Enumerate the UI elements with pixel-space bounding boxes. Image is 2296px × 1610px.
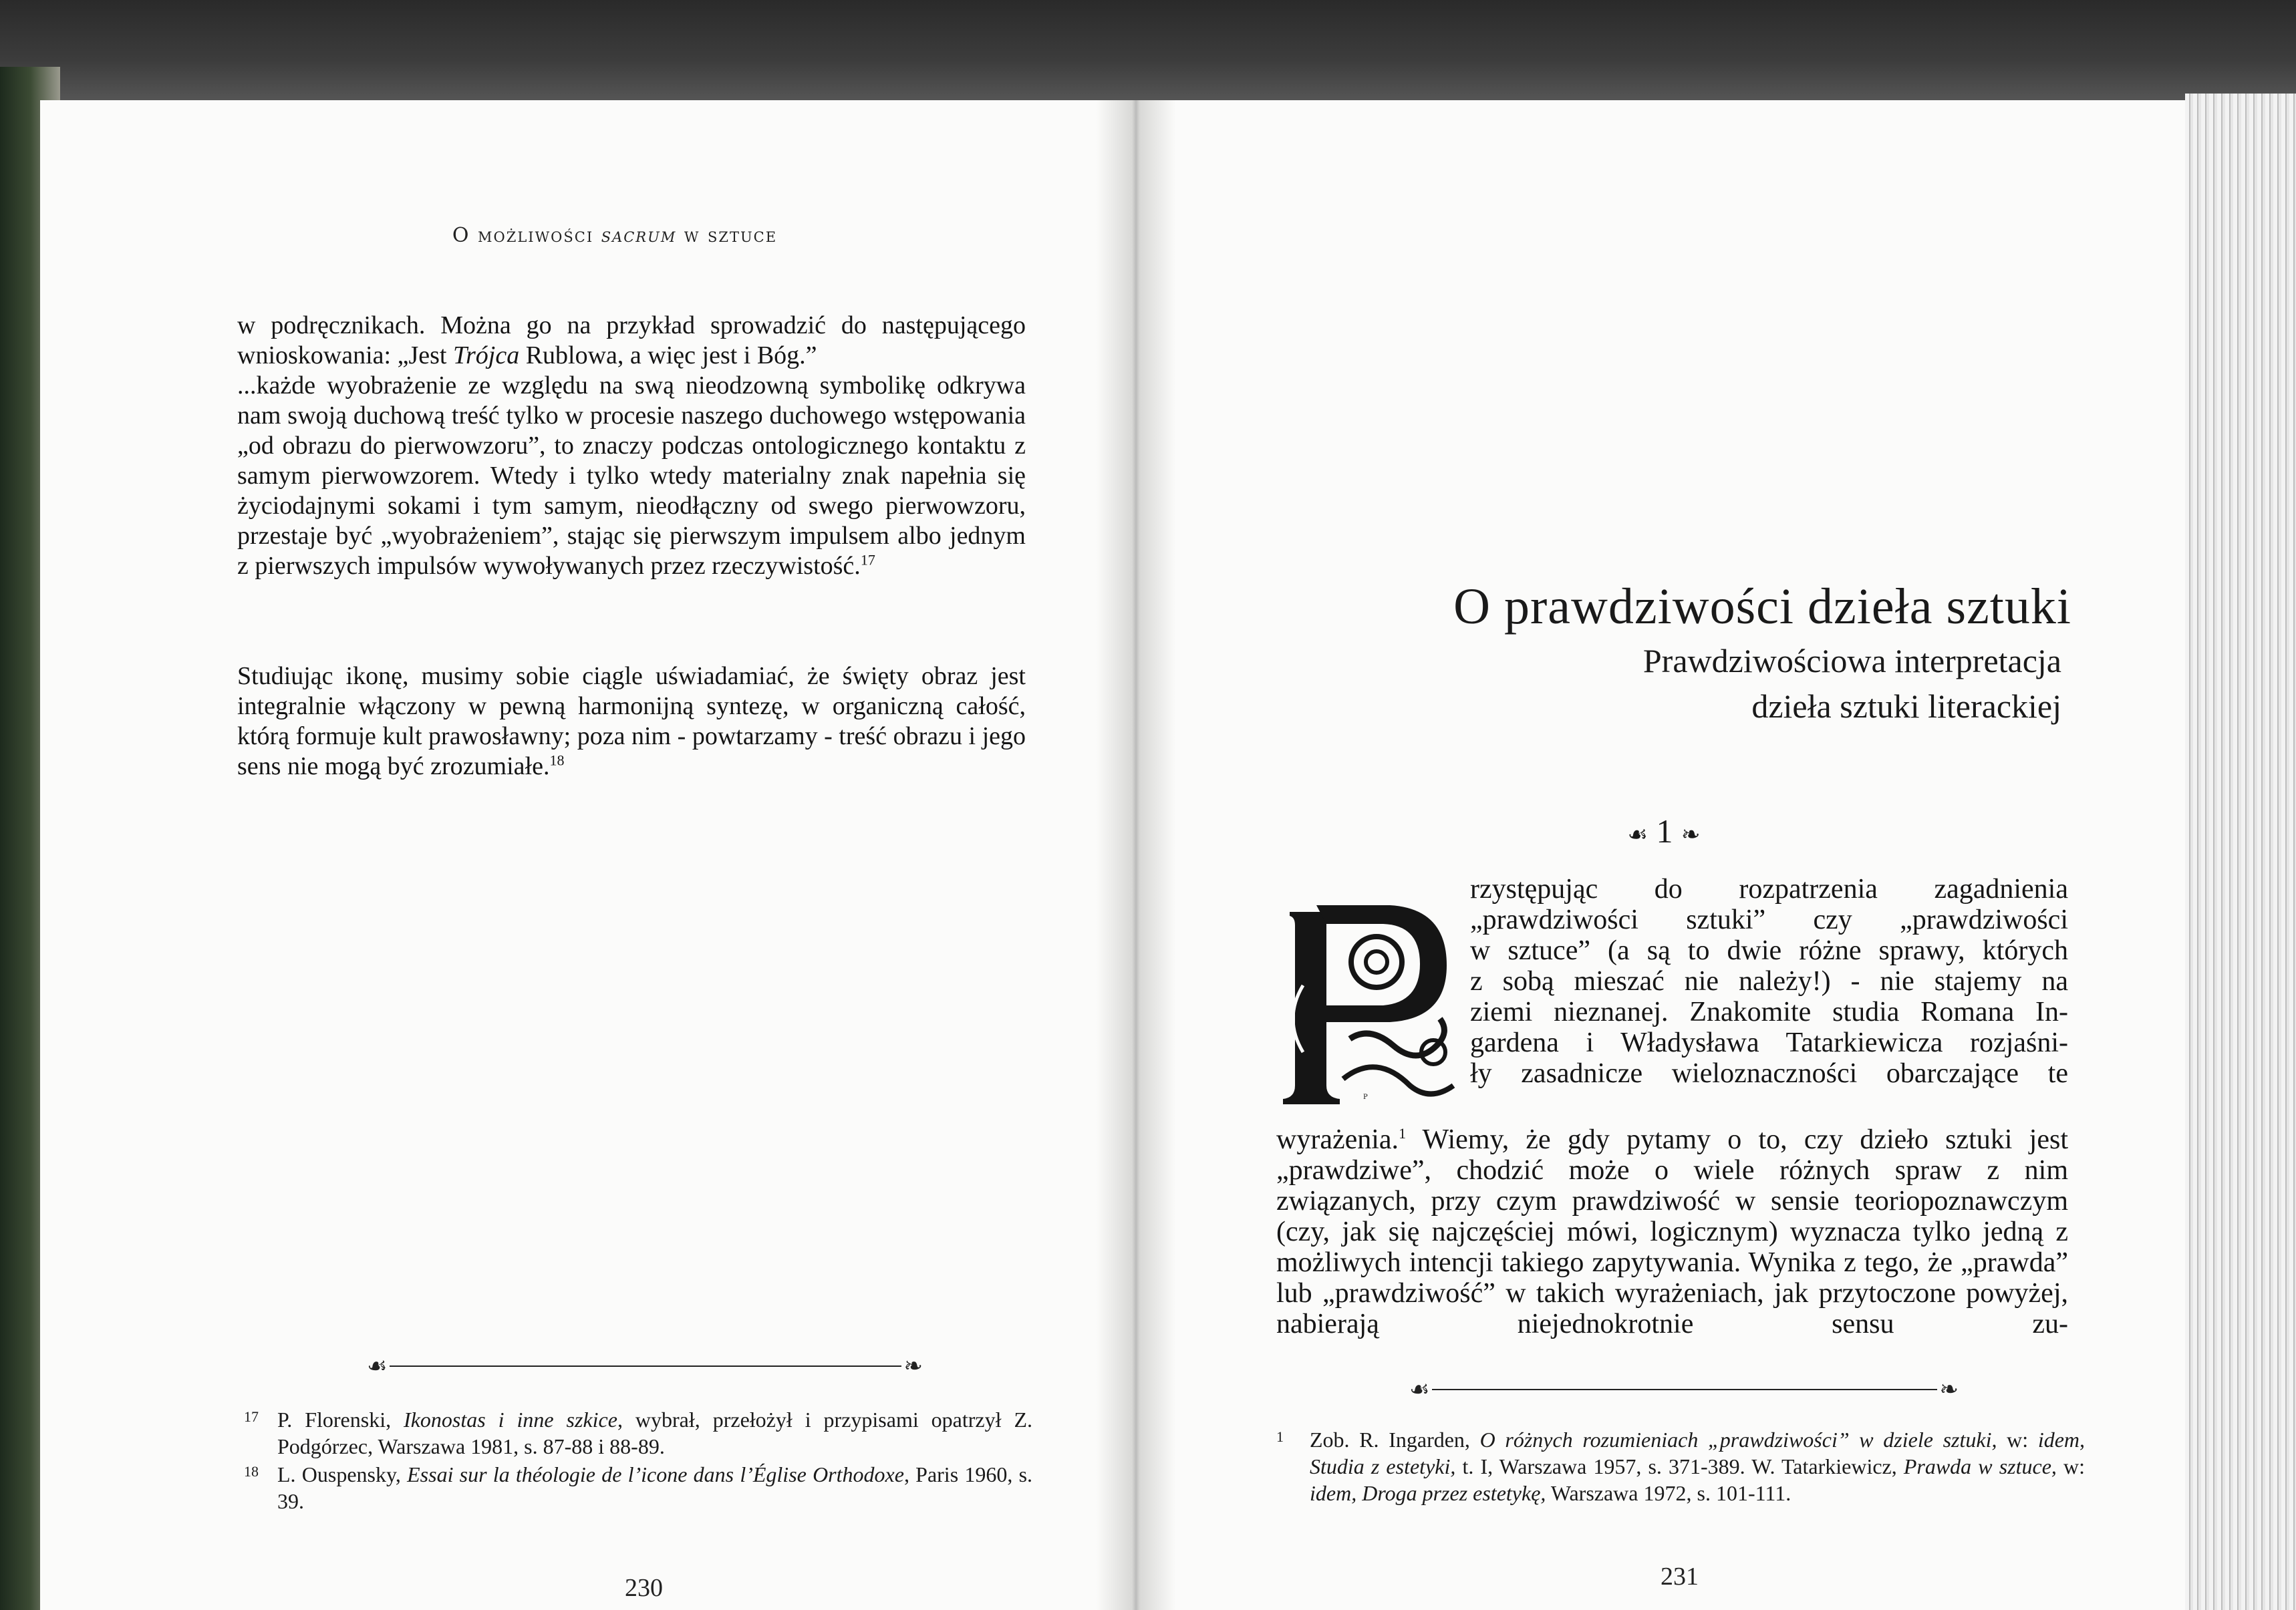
- left-footnotes: [244, 1406, 1032, 1516]
- paragraph-text: [237, 661, 1026, 782]
- italic-title: Ikonostas i inne szkice: [404, 1408, 617, 1432]
- italic-title: idem, Studia z estetyki,: [1310, 1428, 2086, 1478]
- subtitle-line: Prawdziwościowa interpretacja: [1642, 642, 2061, 679]
- running-head: [234, 224, 996, 247]
- fleuron-left-icon: ☙: [1409, 1376, 1430, 1403]
- left-paragraph-2: [237, 661, 1026, 782]
- footnote: [244, 1406, 1032, 1460]
- text-line: rzystępując do rozpatrzenia zagadnienia: [1470, 874, 2068, 905]
- footnote-ref[interactable]: 1: [1399, 1125, 1407, 1142]
- italic-title: Prawda w sztuce,: [1903, 1454, 2057, 1478]
- footnote: [244, 1461, 1032, 1514]
- footnote: [1276, 1426, 2085, 1506]
- subtitle-line: dzieła sztuki literackiej: [1751, 687, 2061, 725]
- text-line: z sobą mieszać nie należy!) - nie stajemy na: [1470, 966, 2068, 997]
- section-number-value: 1: [1656, 812, 1673, 850]
- chapter-subtitle: [1370, 638, 2061, 729]
- paragraph-text: [1276, 1124, 2068, 1339]
- footnote-separator: [1407, 1376, 1961, 1403]
- text-run: wnioskowania: „Jest: [237, 341, 453, 369]
- text-line: gardena i Władysława Tatarkiewicza rozjaśni-: [1470, 1027, 2068, 1058]
- text-run: , Paris 1960, s. 39.: [277, 1462, 1033, 1513]
- running-head-part: w sztuce: [684, 224, 778, 247]
- text-run: P. Florenski,: [277, 1408, 404, 1432]
- fleuron-left-icon: ☙: [1627, 822, 1648, 848]
- dropcap-adjacent-lines: [1470, 874, 2068, 1089]
- running-head-part: O możliwości: [452, 224, 594, 247]
- page-number-right: 231: [1661, 1563, 1699, 1591]
- left-paragraph-1: [237, 311, 1026, 371]
- quotation-text: [237, 371, 1026, 581]
- footnote-separator: [364, 1353, 925, 1380]
- text-run: ...każde wyobrażenie ze względu na swą nieodzowną symbolikę odkrywa nam swoją duchową treść tylko w procesie naszego duchowego wstępowania „od obrazu do pierwowzoru”, to znaczy podczas ontologicznego kontaktu z samym pierwowzorem. Wtedy i tylko wtedy materialny znak napełnia się życiodajnymi sokami i tym samym, nieodłączny od swego pierwowzoru, przestaje być „wyobrażeniem”, stając się pierwszym impulsem albo jednym z pierwszych impulsów wywoływanych przez rzeczywistość.: [237, 371, 1026, 580]
- text-run: Zob. R. Ingarden,: [1310, 1428, 1480, 1452]
- paragraph-line: [237, 341, 1026, 371]
- fleuron-right-icon: ❧: [903, 1353, 923, 1380]
- italic-title: idem, Droga przez estetykę,: [1310, 1481, 1546, 1505]
- fleuron-right-icon: ❧: [1939, 1376, 1959, 1403]
- fleuron-right-icon: ❧: [1681, 822, 1701, 848]
- scanner-background-top: [0, 0, 2296, 100]
- section-number: [1597, 812, 1731, 850]
- text-run: wyrażenia.: [1276, 1124, 1399, 1155]
- text-line: w sztuce” (a są to dwie różne sprawy, których: [1470, 935, 2068, 966]
- text-run: t. I, Warszawa 1957, s. 371-389. W. Tatarkiewicz,: [1455, 1454, 1904, 1478]
- paragraph-line: w podręcznikach. Można go na przykład sprowadzić do następującego: [237, 311, 1026, 339]
- right-paragraph: [1276, 1124, 2068, 1339]
- text-run: L. Ouspensky,: [277, 1462, 408, 1486]
- text-line: „prawdziwości sztuki” czy „prawdziwości: [1470, 905, 2068, 935]
- italic-title: Trójca: [452, 341, 520, 369]
- footnote-number: 17: [244, 1408, 259, 1425]
- right-footnotes: [1276, 1426, 2085, 1508]
- italic-title: Essai sur la théologie de l’icone dans l’Église Orthodoxe: [407, 1462, 904, 1486]
- footnote-number: 1: [1276, 1428, 1284, 1445]
- footnote-number: 18: [244, 1463, 259, 1480]
- chapter-title: O prawdziwości dzieła sztuki: [1453, 579, 2071, 635]
- text-run: Warszawa 1972, s. 101-111.: [1546, 1481, 1791, 1505]
- decorated-initial-p-icon: [1276, 885, 1463, 1106]
- text-run: w:: [1997, 1428, 2038, 1452]
- text-run: Wiemy, że gdy pytamy o to, czy dzieło sztuki jest „prawdziwe”, chodzić może o wiele różnych spraw z nim związanych, przy czym prawdziwość w sensie teoriopoznawczym (czy, jak się najczęściej mówi, logicznym) wyznacza tylko jedną z możliwych intencji takiego zapytywania. Wynika z tego, że „prawda” lub „prawdziwość” w takich wyrażeniach, jak przytoczone powyżej, nabierają niejednokrotnie sensu zu-: [1276, 1124, 2068, 1339]
- text-line: ły zasadnicze wieloznaczności obarczające te: [1470, 1058, 2068, 1089]
- text-run: Studiując ikonę, musimy sobie ciągle uświadamiać, że święty obraz jest integralnie włączony w pewną harmonijną syntezę, w organiczną całość, którą formuje kult prawosławny; poza nim - powtarzamy - treść obrazu i jego sens nie mogą być zrozumiałe.: [237, 662, 1026, 780]
- dropcap-letter: P: [1363, 1094, 1368, 1101]
- fleuron-left-icon: ☙: [367, 1353, 388, 1380]
- separator-line: [1432, 1389, 1936, 1390]
- text-run: Rublowa, a więc jest i Bóg.”: [519, 341, 817, 369]
- footnote-ref[interactable]: 18: [549, 752, 565, 769]
- book-gutter: [1096, 100, 1176, 1610]
- text-line: ziemi nieznanej. Znakomite studia Romana In-: [1470, 997, 2068, 1027]
- page-number-left: 230: [625, 1574, 663, 1602]
- page-edges: [2185, 94, 2296, 1610]
- running-head-italic: sacrum: [601, 224, 677, 247]
- text-run: w:: [2056, 1454, 2085, 1478]
- text-run: , wybrał, przełożył i przypisami opatrzył Z. Podgórzec, Warszawa 1981, s. 87-88 i 88-89.: [277, 1408, 1033, 1458]
- quotation-block: [237, 371, 1026, 581]
- separator-line: [390, 1365, 901, 1367]
- footnote-ref[interactable]: 17: [860, 551, 875, 569]
- italic-title: O różnych rozumieniach „prawdziwości” w dziele sztuki,: [1479, 1428, 1997, 1452]
